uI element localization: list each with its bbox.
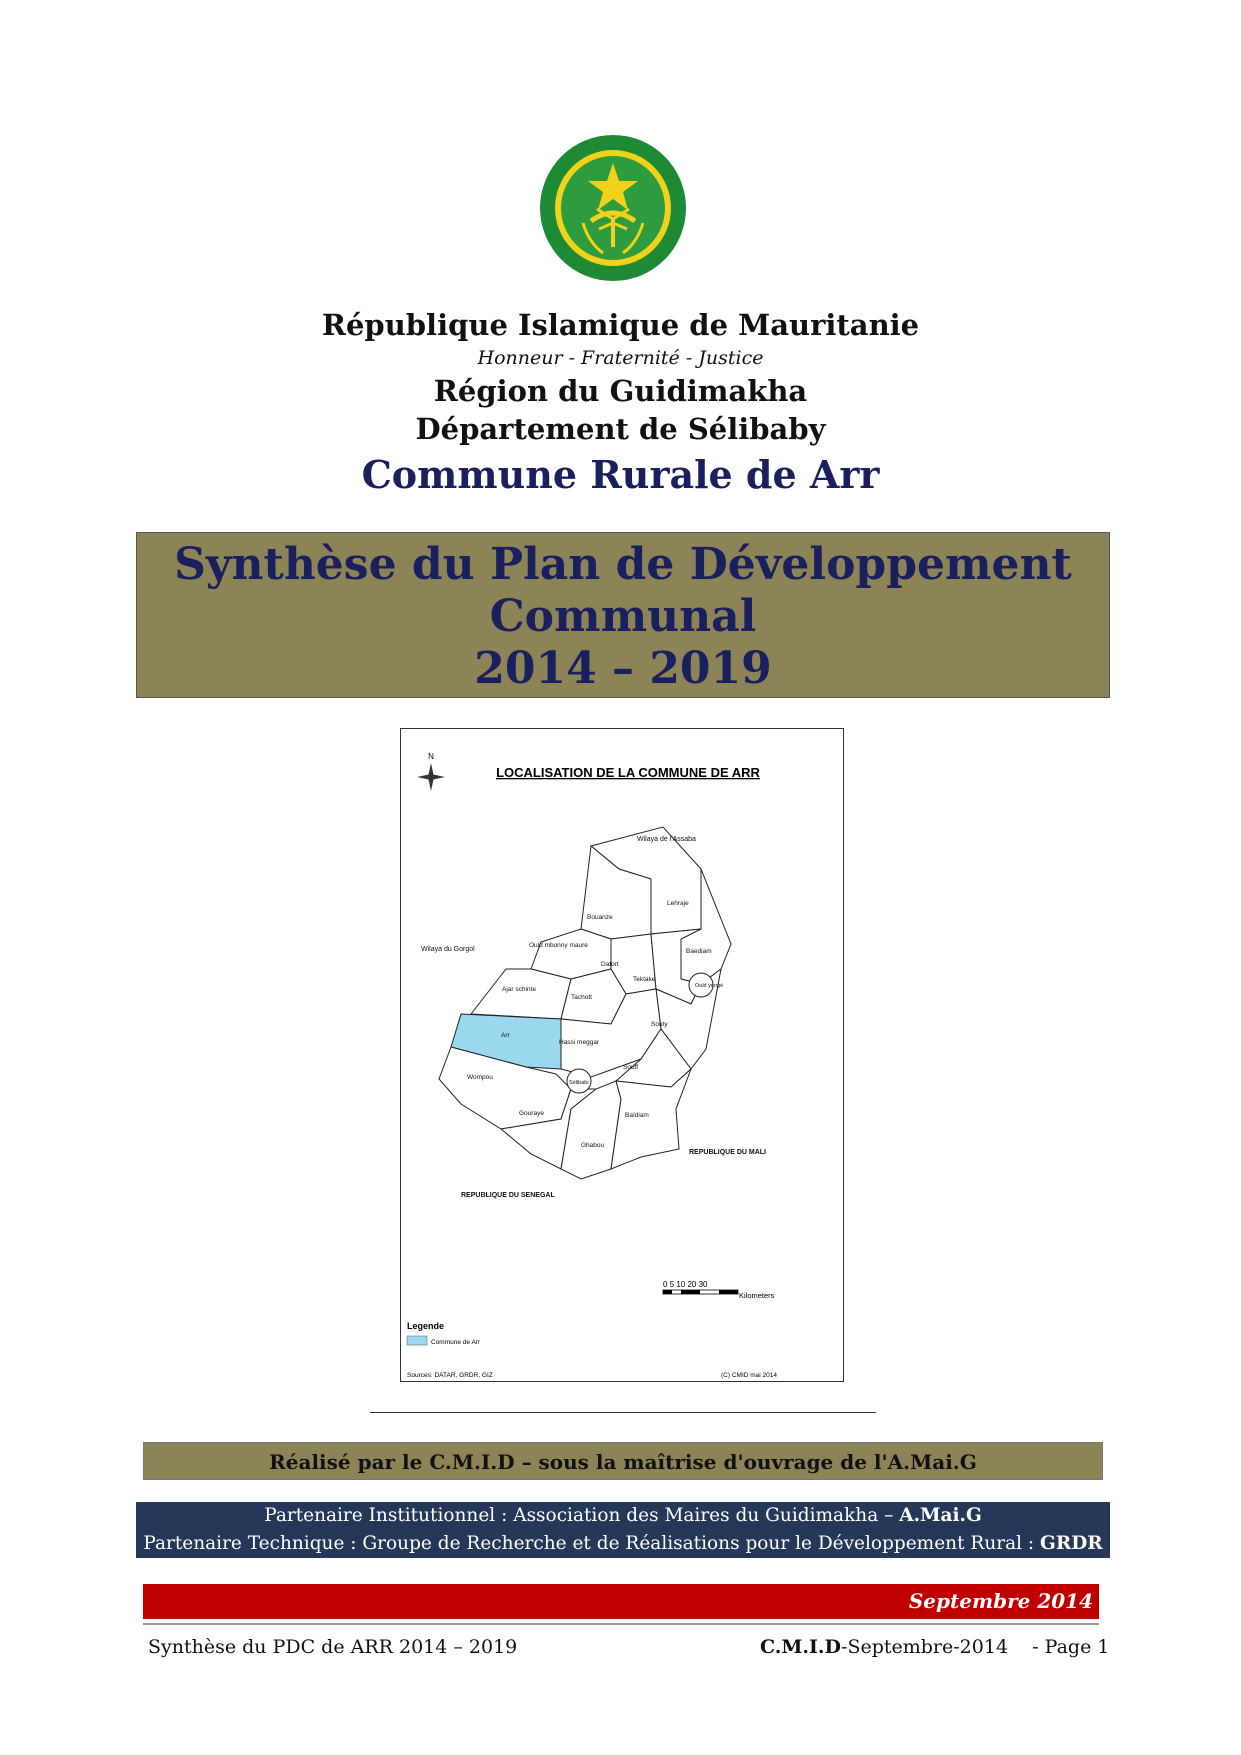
svg-text:Wilaya de l'Assaba: Wilaya de l'Assaba — [637, 836, 696, 843]
svg-text:Tektake: Tektake — [633, 976, 656, 983]
svg-text:Arr: Arr — [501, 1032, 510, 1039]
svg-text:Dafort: Dafort — [601, 961, 619, 968]
technical-partner: Partenaire Technique : Groupe de Recherche et de Réalisations pour le Développement Rural : GRDR — [143, 1533, 1103, 1554]
region-ajar — [471, 969, 571, 1019]
date-banner — [143, 1584, 1099, 1619]
svg-text:REPUBLIQUE DU SENEGAL: REPUBLIQUE DU SENEGAL — [461, 1192, 555, 1199]
region-name: Région du Guidimakha — [433, 374, 808, 408]
compass-icon — [417, 752, 445, 791]
separator-line — [370, 1412, 876, 1413]
svg-text:Ould mbonny maure: Ould mbonny maure — [529, 942, 588, 949]
footer-divider — [143, 1623, 1099, 1625]
svg-text:Ajar schinte: Ajar schinte — [502, 986, 536, 993]
document-title-box — [136, 532, 1110, 698]
title-line-1: Synthèse du Plan de Développement — [174, 539, 1072, 590]
svg-text:Commune de Arr: Commune de Arr — [431, 1339, 481, 1346]
partners-banner — [136, 1502, 1110, 1558]
commune-boundaries — [439, 827, 731, 1179]
svg-text:Ould yengé: Ould yengé — [695, 983, 724, 989]
svg-text:Sélibabi: Sélibabi — [569, 1080, 589, 1086]
svg-text:Wilaya du Gorgol: Wilaya du Gorgol — [421, 946, 475, 953]
svg-text:Wompou: Wompou — [467, 1074, 493, 1081]
svg-text:Baediam: Baediam — [686, 948, 712, 955]
scale-bar — [663, 1280, 775, 1300]
svg-text:N: N — [428, 752, 434, 761]
country-name: République Islamique de Mauritanie — [321, 308, 920, 342]
svg-text:Baïdiam: Baïdiam — [625, 1112, 649, 1119]
svg-text:Hassi meggar: Hassi meggar — [559, 1039, 600, 1046]
svg-text:Kilometers: Kilometers — [739, 1291, 775, 1300]
map-legend — [407, 1321, 777, 1379]
svg-text:Souty: Souty — [651, 1021, 668, 1028]
date-banner-text: Septembre 2014 — [908, 1589, 1093, 1613]
national-motto: Honneur - Fraternité - Justice — [477, 347, 764, 369]
svg-text:Sources: DATAR, GRDR, GIZ: Sources: DATAR, GRDR, GIZ — [407, 1372, 493, 1379]
institutional-partner: Partenaire Institutionnel : Association des Maires du Guidimakha – A.Mai.G — [264, 1505, 982, 1526]
department-name: Département de Sélibaby — [415, 412, 826, 446]
produced-by-banner: Réalisé par le C.M.I.D – sous la maîtrise d'ouvrage de l'A.Mai.G — [143, 1442, 1103, 1480]
footer-left: Synthèse du PDC de ARR 2014 – 2019 — [148, 1636, 518, 1658]
svg-text:Lehraje: Lehraje — [667, 900, 689, 907]
svg-text:Legende: Legende — [407, 1321, 445, 1331]
svg-text:Ghabou: Ghabou — [581, 1142, 605, 1149]
footer-right: C.M.I.D-Septembre-2014 - Page 1 — [760, 1636, 1110, 1658]
location-map — [400, 728, 844, 1382]
title-line-3: 2014 – 2019 — [474, 643, 772, 694]
svg-text:Gouraye: Gouraye — [519, 1110, 544, 1117]
svg-text:0 5 10 20 30: 0 5 10 20 30 — [663, 1280, 708, 1289]
title-line-2: Communal — [489, 591, 757, 642]
map-title: LOCALISATION DE LA COMMUNE DE ARR — [496, 765, 760, 780]
commune-name: Commune Rurale de Arr — [361, 452, 880, 497]
svg-text:Tachott: Tachott — [571, 994, 592, 1001]
national-seal — [533, 133, 693, 283]
svg-text:Souff: Souff — [623, 1064, 639, 1071]
svg-text:Bouanze: Bouanze — [587, 914, 613, 921]
svg-text:REPUBLIQUE DU MALI: REPUBLIQUE DU MALI — [689, 1149, 766, 1156]
svg-text:(C) CMID mai 2014: (C) CMID mai 2014 — [721, 1372, 777, 1379]
